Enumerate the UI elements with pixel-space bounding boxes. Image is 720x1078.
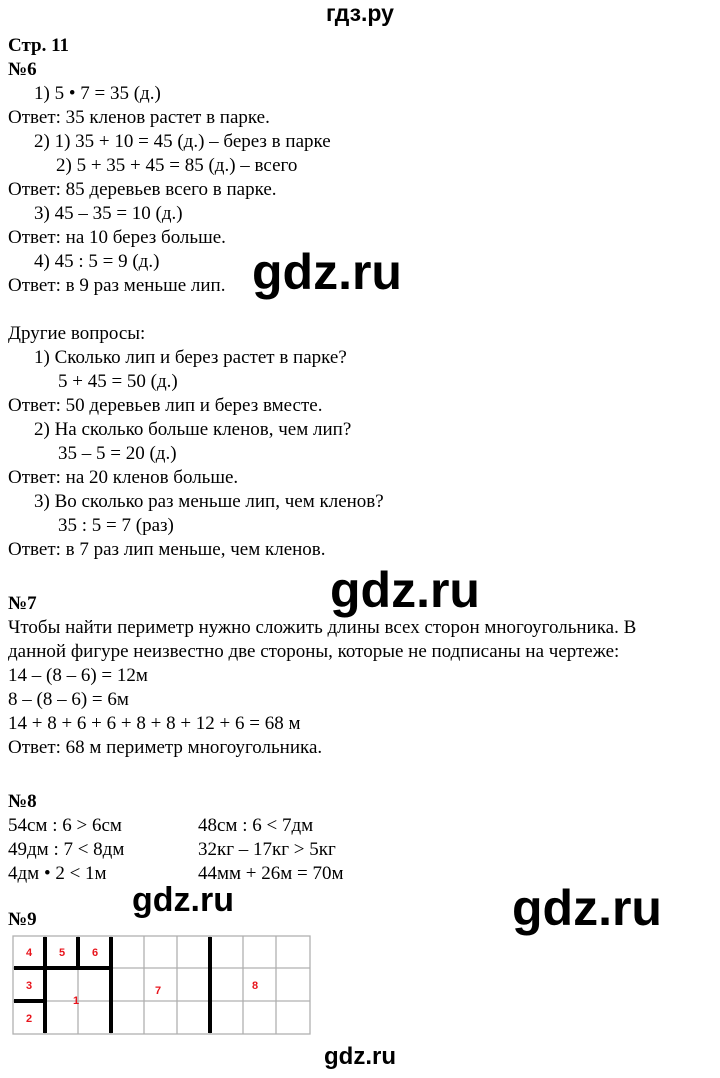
site-header: гдз.ру bbox=[326, 0, 394, 26]
task7-number: №7 bbox=[8, 593, 37, 614]
task6-line: Другие вопросы: bbox=[8, 323, 146, 344]
task6-line: Ответ: в 9 раз меньше лип. bbox=[8, 275, 226, 296]
task8-left-item: 49дм : 7 < 8дм bbox=[8, 839, 125, 860]
task8-left-item: 54см : 6 > 6см bbox=[8, 815, 122, 836]
task6-line: 35 – 5 = 20 (д.) bbox=[58, 443, 177, 464]
task8-number: №8 bbox=[8, 791, 37, 812]
grid-lines bbox=[13, 936, 310, 1034]
task7-line: Чтобы найти периметр нужно сложить длины всех сторон многоугольника. В bbox=[8, 617, 637, 638]
task6-line: Ответ: на 20 кленов больше. bbox=[8, 467, 239, 488]
task6-line: 2) 1) 35 + 10 = 45 (д.) – берез в парке bbox=[34, 131, 331, 152]
piece-label: 2 bbox=[26, 1013, 33, 1025]
piece-label: 5 bbox=[59, 947, 66, 959]
task6-line: 4) 45 : 5 = 9 (д.) bbox=[34, 251, 160, 272]
page-title: Стр. 11 bbox=[8, 35, 70, 56]
piece-label: 3 bbox=[26, 980, 33, 992]
task6-line: Ответ: 85 деревьев всего в парке. bbox=[8, 179, 277, 200]
task7-line: 14 + 8 + 6 + 6 + 8 + 8 + 12 + 6 = 68 м bbox=[8, 713, 301, 734]
watermark: gdz.ru bbox=[132, 881, 234, 919]
piece-label: 4 bbox=[26, 947, 33, 959]
task9-grid-figure bbox=[12, 935, 312, 1036]
piece-label: 1 bbox=[73, 995, 80, 1007]
task9-number: №9 bbox=[8, 909, 37, 930]
task7-line: 14 – (8 – 6) = 12м bbox=[8, 665, 148, 686]
task7-line: 8 – (8 – 6) = 6м bbox=[8, 689, 129, 710]
watermark: gdz.ru bbox=[252, 244, 402, 300]
watermark: gdz.ru bbox=[330, 562, 480, 618]
task8-right-item: 44мм + 26м = 70м bbox=[198, 863, 344, 884]
piece-label: 7 bbox=[155, 985, 162, 997]
task6-line: 2) На сколько больше кленов, чем лип? bbox=[34, 419, 352, 440]
task6-line: Ответ: 35 кленов растет в парке. bbox=[8, 107, 270, 128]
task6-line: 5 + 45 = 50 (д.) bbox=[58, 371, 178, 392]
task7-line: данной фигуре неизвестно две стороны, которые не подписаны на чертеже: bbox=[8, 641, 620, 662]
task6-line: 2) 5 + 35 + 45 = 85 (д.) – всего bbox=[56, 155, 298, 176]
task6-line: 3) Во сколько раз меньше лип, чем кленов? bbox=[34, 491, 384, 512]
task6-line: Ответ: 50 деревьев лип и берез вместе. bbox=[8, 395, 323, 416]
task6-number: №6 bbox=[8, 59, 37, 80]
task7-line: Ответ: 68 м периметр многоугольника. bbox=[8, 737, 323, 758]
task8-right-item: 32кг – 17кг > 5кг bbox=[198, 839, 336, 860]
task6-line: 1) Сколько лип и берез растет в парке? bbox=[34, 347, 347, 368]
piece-label: 6 bbox=[92, 947, 99, 959]
task6-line: Ответ: в 7 раз лип меньше, чем кленов. bbox=[8, 539, 326, 560]
cut-lines bbox=[16, 939, 210, 1031]
watermark: gdz.ru bbox=[512, 880, 662, 936]
piece-label: 8 bbox=[252, 980, 259, 992]
task6-line: 1) 5 • 7 = 35 (д.) bbox=[34, 83, 161, 104]
task6-line: 3) 45 – 35 = 10 (д.) bbox=[34, 203, 183, 224]
task6-line: 35 : 5 = 7 (раз) bbox=[58, 515, 174, 536]
site-footer: gdz.ru bbox=[324, 1043, 396, 1070]
task8-left-item: 4дм • 2 < 1м bbox=[8, 863, 107, 884]
task8-right-item: 48см : 6 < 7дм bbox=[198, 815, 314, 836]
task6-line: Ответ: на 10 берез больше. bbox=[8, 227, 226, 248]
